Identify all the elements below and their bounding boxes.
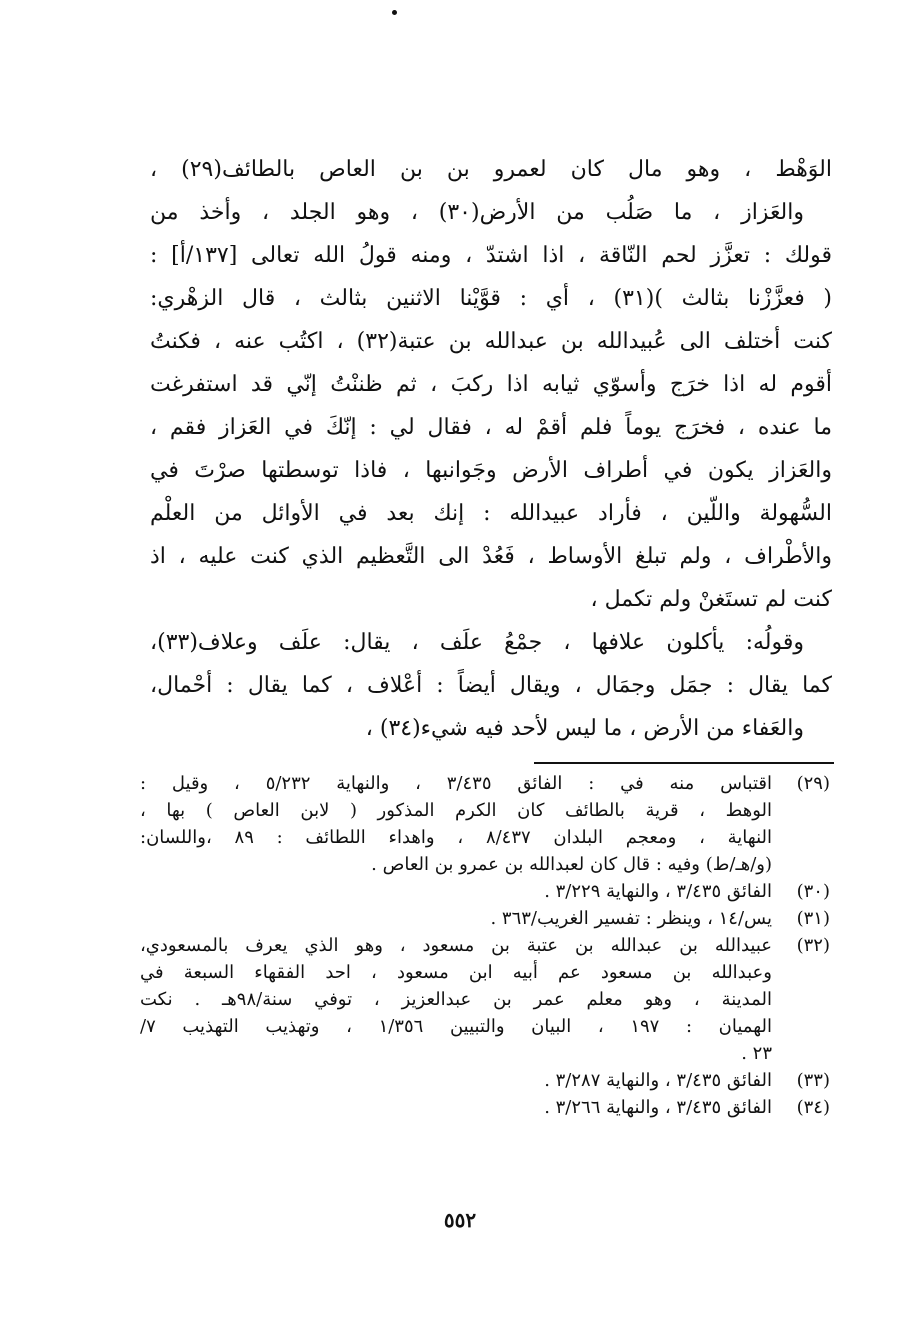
footnote-number: (٢٩): [796, 773, 830, 794]
footnote-number: (٣١): [796, 908, 830, 929]
footnote-line: يس/١٤ ، وينظر : تفسير الغريب/٣٦٣ .: [490, 908, 772, 929]
footnote-line: المدينة ، وهو معلم عمر بن عبدالعزيز ، توفي سنة/٩٨هـ . نكت: [140, 989, 772, 1010]
footnote-text: [140, 770, 772, 878]
footnote-number: (٣٢): [796, 935, 830, 956]
footnote-line: الفائق ٣/٤٣٥ ، والنهاية ٣/٢٨٧ .: [544, 1070, 772, 1091]
text-line: والأطْراف ، ولم تبلغ الأوساط ، فَعُدْ الى التَّعظيم الذي كنت عليه ، اذ: [150, 544, 832, 569]
text-line: والعَزاز ، ما صَلُب من الأرض(٣٠) ، وهو الجلد ، وأخذ من: [150, 200, 804, 225]
text-line: أقوم له اذا خرَج وأسوّي ثيابه اذا ركبَ ، ثم ظننْتُ إنّي قد استفرغت: [150, 372, 832, 397]
text-line: والعَفاء من الأرض ، ما ليس لأحد فيه شيء(٣٤) ،: [365, 716, 804, 741]
footnote-line: ٢٣ .: [741, 1043, 772, 1064]
top-dot: [392, 10, 397, 15]
footnote-31: [140, 905, 830, 932]
footnote-29: [140, 770, 830, 878]
footnote-30: [140, 878, 830, 905]
page-number: ٥٥٢: [443, 1208, 477, 1232]
text-line: كنت أختلف الى عُبيدالله بن عبدالله بن عتبة(٣٢) ، اكتُب عنه ، فكنتُ: [150, 329, 832, 354]
text-line: قولك : تعزَّز لحم النّاقة ، اذا اشتدّ ، ومنه قولُ الله تعالى [١٣٧/أ] :: [150, 243, 832, 268]
footnote-text: [140, 1094, 772, 1121]
text-line: ( فعزَّزْنا بثالث )(٣١) ، أي : قوَّيْنا الاثنين بثالث ، قال الزهْري:: [150, 286, 832, 311]
footnotes: [140, 770, 830, 1121]
footnote-line: (و/هـ/ط) وفيه : قال كان لعبدالله بن عمرو بن العاص .: [371, 854, 772, 875]
footnote-text: [140, 1067, 772, 1094]
footnote-34: [140, 1094, 830, 1121]
text-line: الوَهْط ، وهو مال كان لعمرو بن بن العاص بالطائف(٢٩) ،: [150, 157, 832, 182]
footnote-text: [140, 932, 772, 1067]
footnote-line: الفائق ٣/٤٣٥ ، والنهاية ٣/٢٦٦ .: [544, 1097, 772, 1118]
footnote-line: الهميان : ١٩٧ ، البيان والتبيين ١/٣٥٦ ، وتهذيب التهذيب ٧/: [140, 1016, 772, 1037]
text-line: كنت لم تستَغنْ ولم تكمل ،: [590, 587, 832, 612]
footnote-line: النهاية ، ومعجم البلدان ٨/٤٣٧ ، واهداء اللطائف : ٨٩ ،واللسان:: [140, 827, 772, 848]
footnote-text: [140, 878, 772, 905]
text-line: والعَزاز يكون في أطراف الأرض وجَوانبها ، فاذا توسطتها صرْتَ في: [150, 458, 832, 483]
footnote-divider: [534, 762, 834, 764]
footnote-line: عبيدالله بن عبدالله بن عتبة بن مسعود ، وهو الذي يعرف بالمسعودي،: [140, 935, 772, 956]
footnote-line: اقتباس منه في : الفائق ٣/٤٣٥ ، والنهاية ٥/٢٣٢ ، وقيل :: [140, 773, 772, 794]
footnote-line: الوهط ، قرية بالطائف كان الكرم المذكور ( لابن العاص ) بها ،: [140, 800, 772, 821]
footnote-33: [140, 1067, 830, 1094]
footnote-text: [140, 905, 772, 932]
main-text: [150, 148, 832, 750]
footnote-number: (٣٠): [796, 881, 830, 902]
text-line: كما يقال : جمَل وجمَال ، ويقال أيضاً : أعْلاف ، كما يقال : أحْمال،: [150, 673, 832, 698]
footnote-number: (٣٤): [796, 1097, 830, 1118]
footnote-32: [140, 932, 830, 1067]
text-line: السُّهولة واللّين ، فأراد عبيدالله : إنك بعد في الأوائل من العلْم: [150, 501, 832, 526]
footnote-line: الفائق ٣/٤٣٥ ، والنهاية ٣/٢٢٩ .: [544, 881, 772, 902]
text-line: وقولُه: يأكلون علافها ، جمْعُ علَف ، يقال: علَف وعلاف(٣٣)،: [150, 630, 804, 655]
text-line: ما عنده ، فخرَج يوماً فلم أقمْ له ، فقال لي : إنّكَ في العَزاز فقم ،: [150, 415, 832, 440]
footnote-number: (٣٣): [796, 1070, 830, 1091]
footnote-line: وعبدالله بن مسعود عم أبيه ابن مسعود ، احد الفقهاء السبعة في: [140, 962, 772, 983]
